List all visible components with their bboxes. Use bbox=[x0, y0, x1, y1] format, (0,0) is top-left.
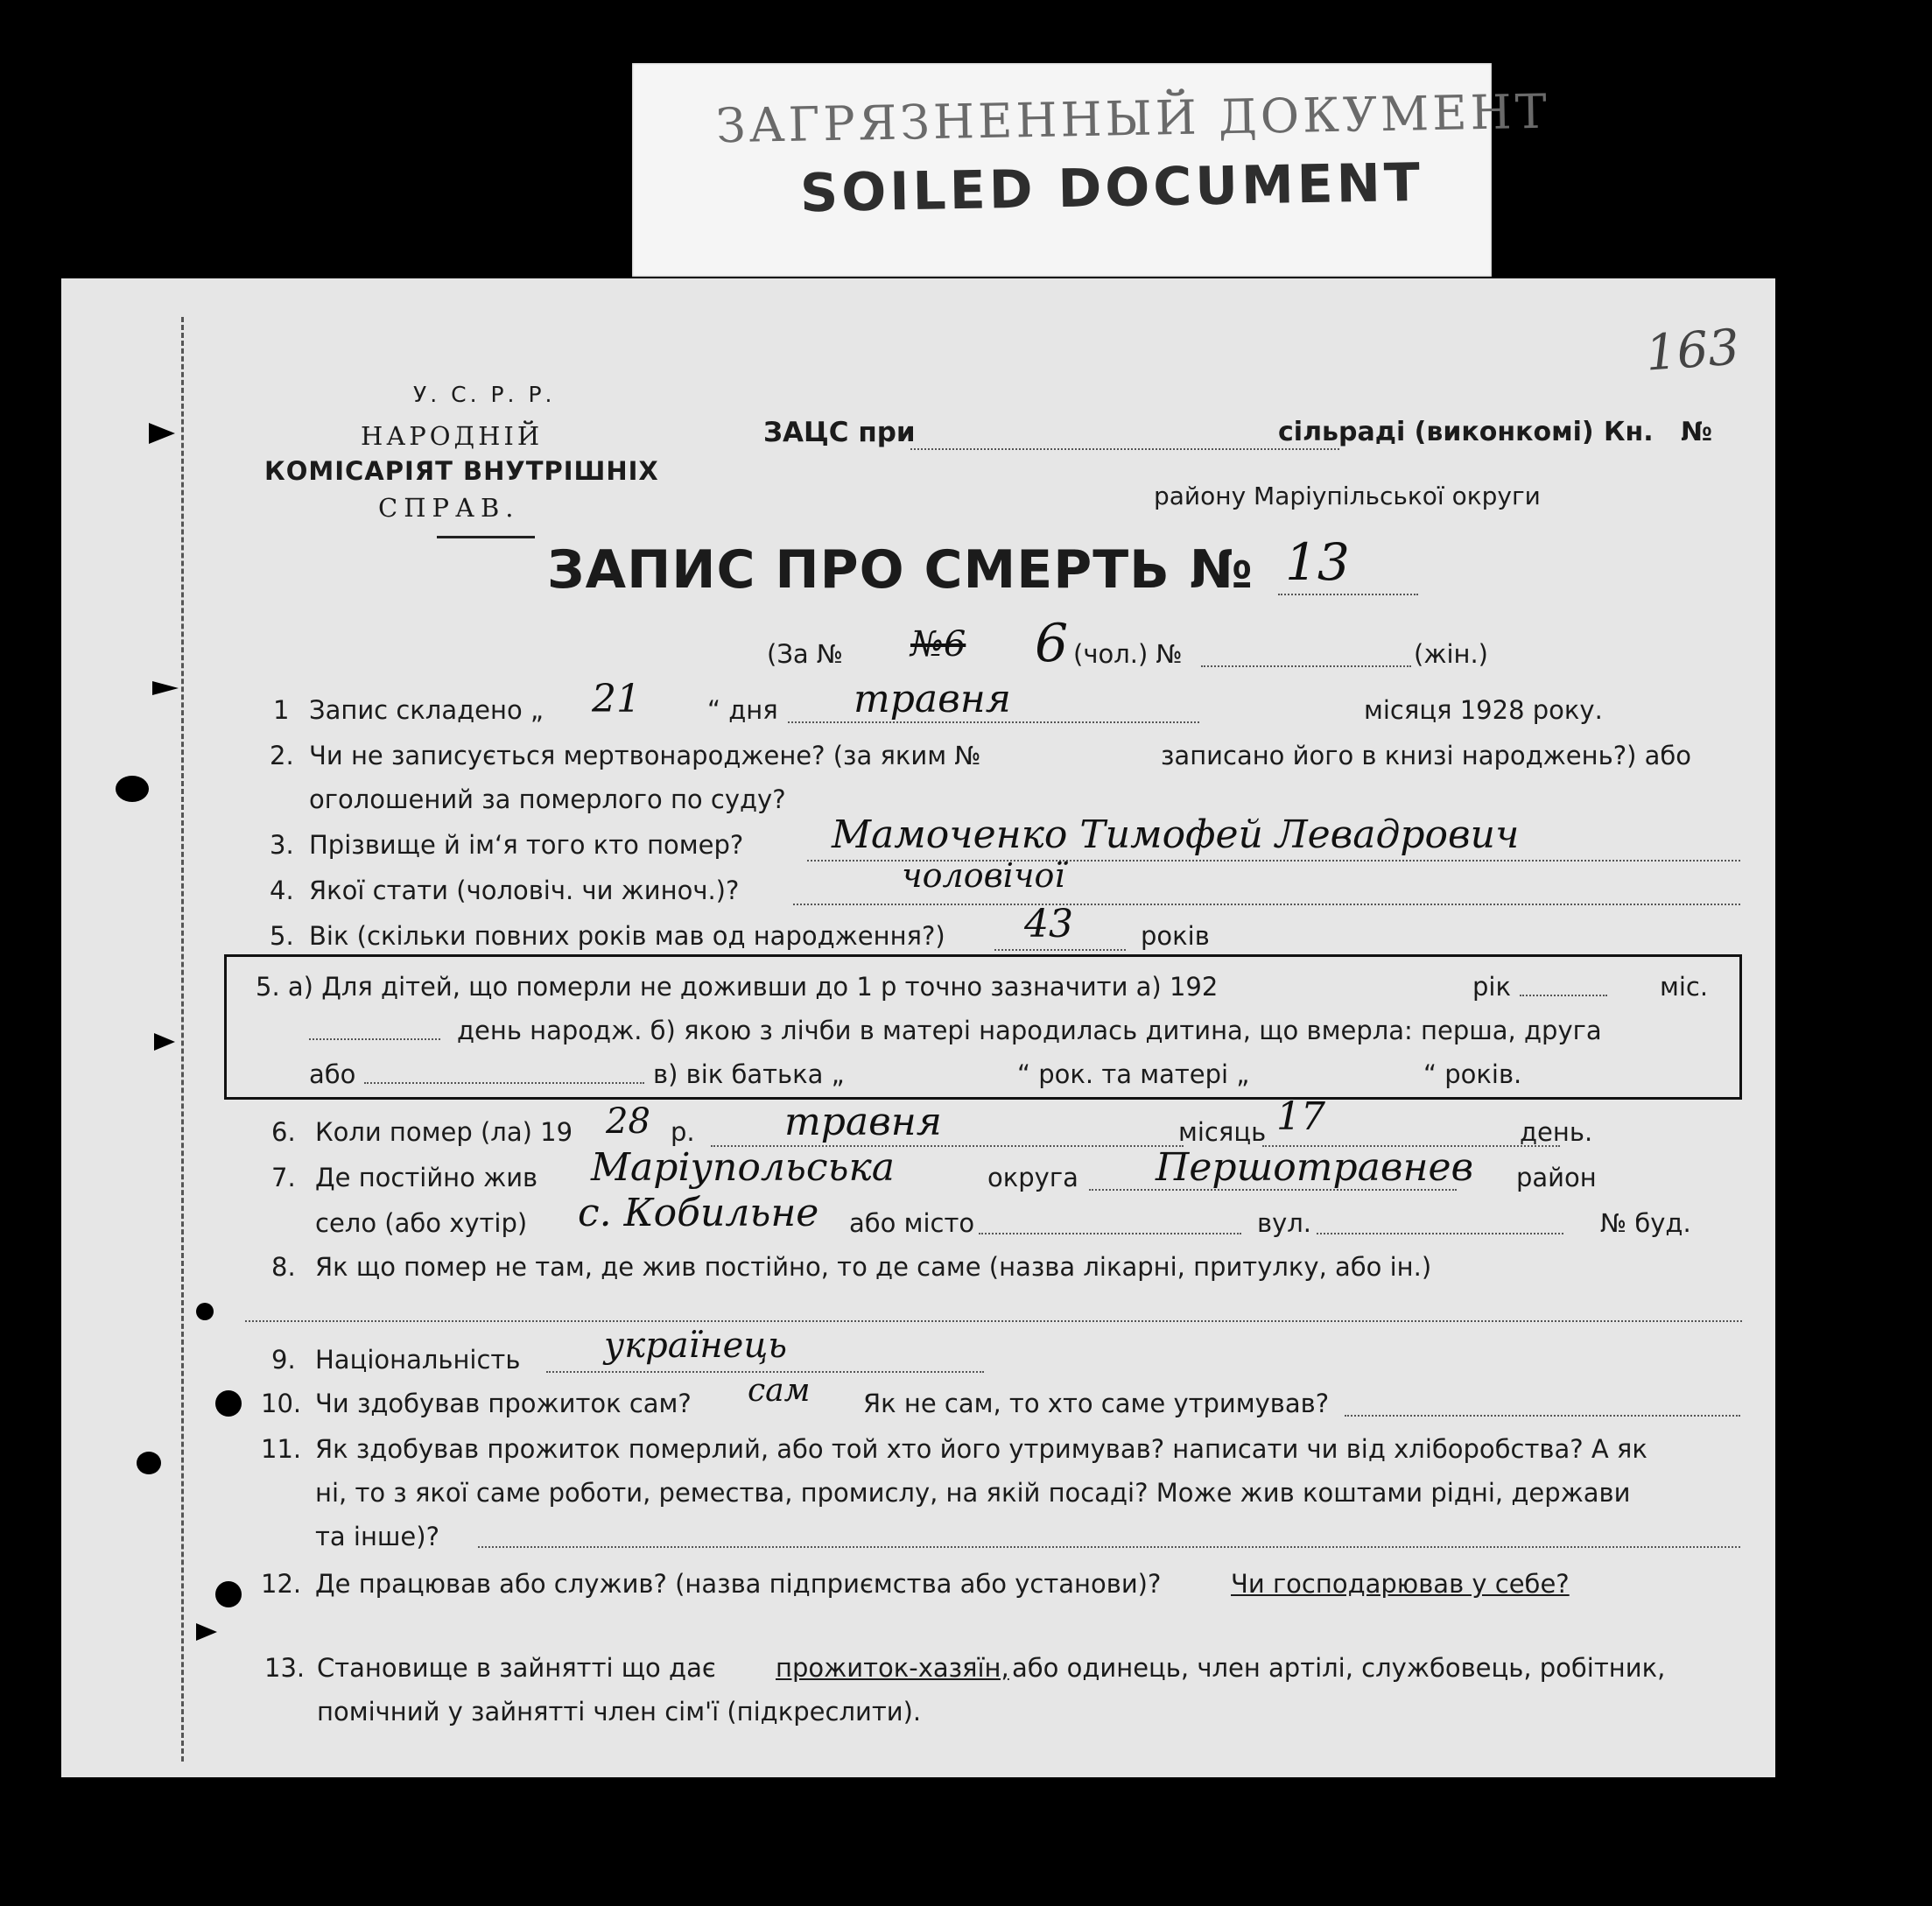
header-line3: СПРАВ. bbox=[378, 493, 520, 523]
binder-hole bbox=[196, 1303, 214, 1320]
row10-label-b: Як не сам, то хто саме утримував? bbox=[863, 1389, 1330, 1418]
binder-hole bbox=[215, 1390, 242, 1417]
row11-line3: та інше)? bbox=[315, 1522, 439, 1551]
row6-day: 17 bbox=[1276, 1094, 1325, 1139]
row7b-city-line bbox=[979, 1233, 1241, 1234]
row9-nationality: українець bbox=[604, 1326, 788, 1366]
row7-number: 7. bbox=[271, 1163, 296, 1192]
row1-month-line bbox=[788, 721, 1199, 723]
row4-sex: чоловічої bbox=[902, 856, 1065, 895]
row7-okrug-value: Маріупольська bbox=[591, 1145, 895, 1190]
row13-label-underlined: прожиток-хазяїн, bbox=[776, 1653, 1009, 1683]
chol-label: (чол.) № bbox=[1073, 639, 1183, 669]
row5a-month-line bbox=[1520, 995, 1607, 996]
row7b-street-label: вул. bbox=[1257, 1208, 1312, 1238]
row10-value: сам bbox=[748, 1373, 811, 1409]
row5a-year-label: рік bbox=[1472, 972, 1511, 1002]
row8-label: Як що помер не там, де жив постійно, то де саме (назва лікарні, притулку, або ін.) bbox=[315, 1252, 1432, 1282]
zhin-line bbox=[1201, 665, 1411, 667]
row5-age: 43 bbox=[1024, 902, 1073, 946]
row6-year: 28 bbox=[606, 1101, 650, 1142]
row8-line bbox=[245, 1320, 1742, 1322]
perforation-line bbox=[181, 317, 184, 1762]
row7b-selo-value: с. Кобильне bbox=[578, 1191, 819, 1235]
row2-number: 2. bbox=[270, 741, 294, 770]
book-label: Кн. bbox=[1604, 417, 1654, 447]
row7-okrug-label: округа bbox=[987, 1163, 1078, 1192]
form-title: ЗАПИС ПРО СМЕРТЬ № bbox=[547, 539, 1254, 601]
row12-label-b: Чи господарював у себе? bbox=[1231, 1569, 1570, 1599]
binder-notch bbox=[152, 681, 179, 695]
row11-line1: Як здобував прожиток померлий, або той хто його утримував? написати чи від хліборобства? А як bbox=[315, 1434, 1647, 1464]
row2-label: Чи не записується мертвонароджене? (за яким № bbox=[309, 741, 981, 770]
row4-label: Якої стати (чоловіч. чи жиноч.)? bbox=[309, 876, 740, 905]
zags-line bbox=[910, 448, 1339, 450]
row7-raion-line bbox=[1089, 1189, 1457, 1191]
row5a-years-label: “ років. bbox=[1423, 1059, 1522, 1089]
header-line1: НАРОДНІЙ bbox=[361, 421, 544, 451]
row5a-mother-age-label: “ рок. та матері „ bbox=[1017, 1059, 1250, 1089]
row12-label: Де працював або служив? (назва підприємства або установи)? bbox=[315, 1569, 1162, 1599]
binder-notch bbox=[149, 423, 175, 444]
row4-number: 4. bbox=[270, 876, 294, 905]
district-label: району Маріупільської округи bbox=[1154, 482, 1541, 510]
row10-line bbox=[1345, 1415, 1740, 1417]
row13-number: 13. bbox=[264, 1653, 306, 1683]
binder-notch bbox=[196, 1623, 217, 1641]
binder-hole bbox=[137, 1452, 161, 1474]
row7b-city-label: або місто bbox=[849, 1208, 975, 1238]
row3-number: 3. bbox=[270, 830, 294, 860]
page-number: 163 bbox=[1643, 319, 1742, 383]
binder-hole bbox=[215, 1581, 242, 1607]
death-record-form bbox=[61, 278, 1775, 1777]
row10-label: Чи здобував прожиток сам? bbox=[315, 1389, 692, 1418]
header-rule bbox=[437, 536, 535, 538]
binder-hole bbox=[116, 776, 149, 802]
row11-line bbox=[478, 1546, 1740, 1548]
record-number: 13 bbox=[1285, 532, 1350, 592]
row7-raion-label: район bbox=[1516, 1163, 1597, 1192]
za-label: (За № bbox=[767, 639, 844, 669]
zags-label: ЗАЦС при bbox=[763, 417, 916, 448]
row11-number: 11. bbox=[261, 1434, 302, 1464]
za-number: 6 bbox=[1035, 613, 1069, 674]
row5a-or-label: або bbox=[309, 1059, 356, 1089]
row5a-month-label: міс. bbox=[1660, 972, 1709, 1002]
row6-number: 6. bbox=[271, 1117, 296, 1147]
row1-month: травня bbox=[854, 677, 1011, 721]
row7b-street-line bbox=[1317, 1233, 1563, 1234]
row1-day: 21 bbox=[592, 677, 641, 721]
row3-deceased-name: Мамоченко Тимофей Левадрович bbox=[832, 812, 1520, 857]
row6-month-label: місяць bbox=[1178, 1117, 1267, 1147]
row5a-line1: 5. а) Для дітей, що померли не доживши до 1 р точно зазначити а) 192 bbox=[256, 972, 1219, 1002]
row1-label: Запис складено „ bbox=[309, 695, 544, 725]
zhin-label: (жін.) bbox=[1414, 639, 1488, 669]
row1-number: 1 bbox=[273, 695, 290, 725]
row12-number: 12. bbox=[261, 1569, 302, 1599]
row5a-line2: день народж. б) якою з лічби в матері народилась дитина, що вмерла: перша, друга bbox=[457, 1016, 1602, 1045]
row4-line bbox=[793, 904, 1740, 905]
row6-month: травня bbox=[784, 1100, 942, 1144]
row13-label: Становище в зайнятті що дає bbox=[317, 1653, 716, 1683]
row10-number: 10. bbox=[261, 1389, 302, 1418]
row1-label-c: місяця 1928 року. bbox=[1364, 695, 1603, 725]
row1-label-b: “ дня bbox=[707, 695, 778, 725]
row5-years-label: років bbox=[1141, 921, 1210, 951]
row5a-father-age-label: в) вік батька „ bbox=[653, 1059, 845, 1089]
row3-label: Прізвище й ім‘я того кто помер? bbox=[309, 830, 744, 860]
row5a-day-line bbox=[309, 1038, 440, 1040]
row9-label: Національність bbox=[315, 1345, 521, 1375]
row5a-or-line bbox=[364, 1082, 644, 1084]
row11-line2: ні, то з якої саме роботи, ремества, промислу, на якій посаді? Може жив коштами рідні, держави bbox=[315, 1478, 1631, 1508]
row8-number: 8. bbox=[271, 1252, 296, 1282]
row13-line2: помічний у зайнятті член сім'ї (підкреслити). bbox=[317, 1697, 922, 1727]
row9-number: 9. bbox=[271, 1345, 296, 1375]
row5-label: Вік (скільки повних років мав од народження?) bbox=[309, 921, 945, 951]
row5-line bbox=[994, 949, 1126, 951]
row13-label-c: або одинець, член артілі, службовець, робітник, bbox=[1012, 1653, 1666, 1683]
row2-label-c: оголошений за померлого по суду? bbox=[309, 784, 786, 814]
binder-notch bbox=[154, 1033, 175, 1051]
header-ussr: У. С. Р. Р. bbox=[413, 382, 556, 407]
row2-label-b: записано його в книзі народжень?) або bbox=[1161, 741, 1692, 770]
row7b-selo-label: село (або хутір) bbox=[315, 1208, 528, 1238]
council-label: сільраді (виконкомі) bbox=[1278, 417, 1594, 447]
book-number-label: № bbox=[1681, 417, 1713, 447]
row7b-building-label: № буд. bbox=[1600, 1208, 1691, 1238]
row7-raion-value: Першотравнев bbox=[1156, 1145, 1474, 1190]
row7-label: Де постійно жив bbox=[315, 1163, 538, 1192]
stamp-english: SOILED DOCUMENT bbox=[799, 151, 1424, 225]
row6-r-label: р. bbox=[671, 1117, 695, 1147]
row6-day-label: день. bbox=[1520, 1117, 1593, 1147]
header-line2: КОМІСАРІЯТ ВНУТРІШНІХ bbox=[264, 456, 659, 486]
row5-number: 5. bbox=[270, 921, 294, 951]
za-struck: №6 bbox=[910, 624, 966, 665]
stamp-russian: ЗАГРЯЗНЕННЫЙ ДОКУМЕНТ bbox=[715, 83, 1551, 154]
soiled-document-label bbox=[632, 63, 1551, 277]
row6-label: Коли помер (ла) 19 bbox=[315, 1117, 573, 1147]
record-number-line bbox=[1278, 594, 1418, 595]
